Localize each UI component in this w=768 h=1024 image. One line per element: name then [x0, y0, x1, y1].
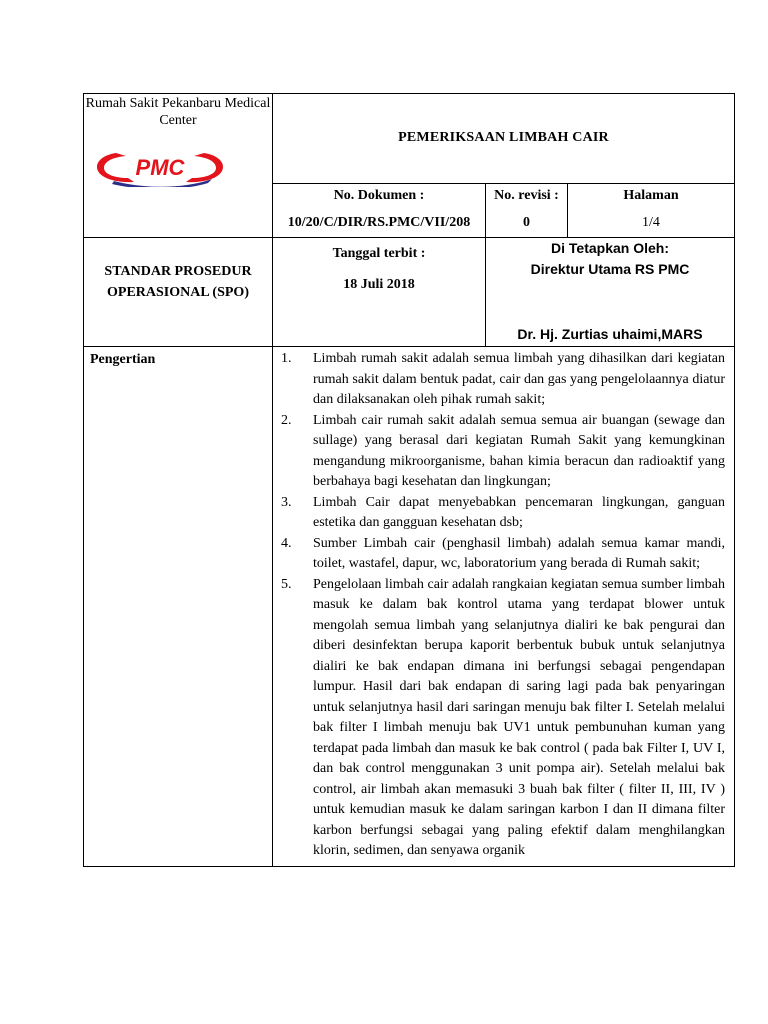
- list-item: [273, 411, 725, 493]
- issued-date-cell: [273, 238, 486, 347]
- term-cell: [84, 347, 273, 867]
- list-item-text: Pengelolaan limbah cair adalah rangkaian kegiatan semua sumber limbah masuk ke dalam bak kontrol utama yang terdapat blower untuk mengolah semua limbah yang selanjutnya dialiri ke bak pengurai dan diberi desinfektan berupa kaporit berbentuk bubuk untuk selanjutnya dialiri ke bak endapan dimana ini berfungsi sebagai pengendapan lumpur. Hasil dari bak endapan di saring lagi pada bak penyaringan untuk selanjutnya hasil dari saringan menuju bak filter I. Setelah melalui bak filter I limbah menuju bak UV1 untuk pembunuhan kuman yang terdapat pada limbah dan masuk ke bak control ( pada bak Filter I, UV I, dan bak control menggunakan 3 unit pompa air). Setelah melalui bak control, air limbah akan memasuki 3 buah bak filter ( filter II, III, IV ) untuk kemudian masuk ke dalam saringan karbon I dan II dimana filter karbon berfungsi sebagai yang paling efektif dalam menghilangkan klorin, sedimen, dan senyawa organik: [313, 576, 725, 858]
- issued-date-label: Tanggal terbit :: [332, 246, 426, 261]
- list-item-text: Sumber Limbah cair (penghasil limbah) adalah semua kamar mandi, toilet, wastafel, dapur, wc, laboratorium yang berada di Rumah sakit;: [313, 535, 725, 571]
- page-number-cell: [568, 184, 735, 238]
- list-item-text: Limbah rumah sakit adalah semua limbah yang dihasilkan dari kegiatan rumah sakit dalam bentuk padat, cair dan gas yang pengelolaannya diatur dan dilaksanakan oleh pihak rumah sakit;: [313, 351, 725, 407]
- set-by-label: Di Tetapkan Oleh:: [551, 240, 669, 256]
- set-by-title: Direktur Utama RS PMC: [530, 260, 690, 277]
- list-item-number: 5.: [281, 576, 292, 592]
- svg-text:PMC: PMC: [135, 155, 185, 180]
- revision-label: No. revisi :: [494, 188, 559, 203]
- pmc-logo-icon: [94, 149, 226, 187]
- list-item: [273, 575, 725, 862]
- document-title-cell: [273, 94, 735, 184]
- doc-number-cell: [273, 184, 486, 238]
- list-item: [273, 349, 725, 411]
- signatory-name: Dr. Hj. Zurtias uhaimi,MARS: [517, 325, 703, 342]
- revision-cell: [486, 184, 568, 238]
- definition-cell: [273, 347, 735, 867]
- list-item-text: Limbah Cair dapat menyebabkan pencemaran lingkungan, ganguan estetika dan gangguan kesehatan dsb;: [313, 494, 725, 530]
- document-title: PEMERIKSAAN LIMBAH CAIR: [398, 130, 609, 146]
- spo-label: STANDAR PROSEDUR OPERASIONAL (SPO): [104, 264, 252, 300]
- list-item-number: 3.: [281, 494, 292, 510]
- doc-number-value: 10/20/C/DIR/RS.PMC/VII/208: [287, 214, 471, 230]
- section-term: Pengertian: [90, 352, 156, 367]
- list-item-number: 2.: [281, 412, 292, 428]
- pmc-logo: [84, 129, 272, 195]
- page-value: 1/4: [642, 214, 660, 230]
- list-item-number: 4.: [281, 535, 292, 551]
- page-label: Halaman: [623, 188, 679, 203]
- doc-number-label: No. Dokumen :: [333, 188, 425, 203]
- list-item: [273, 534, 725, 575]
- definition-list: [273, 347, 734, 866]
- hospital-name: Rumah Sakit Pekanbaru Medical Center: [85, 96, 271, 128]
- spo-table: [83, 93, 735, 867]
- list-item: [273, 493, 725, 534]
- revision-value: 0: [523, 214, 530, 230]
- set-by-cell: [486, 238, 735, 347]
- list-item-number: 1.: [281, 351, 292, 366]
- list-item-text: Limbah cair rumah sakit adalah semua semua air buangan (sewage dan sullage) yang berasal dari kegiatan Rumah Sakit yang kemungkinan mengandung mikroorganisme, bahan kimia beracun dan radioaktif yang berbahaya bagi kesehatan dan lingkungan;: [313, 412, 725, 489]
- issued-date-value: 18 Juli 2018: [343, 276, 415, 292]
- spo-label-cell: [84, 238, 273, 347]
- hospital-cell: [84, 94, 273, 238]
